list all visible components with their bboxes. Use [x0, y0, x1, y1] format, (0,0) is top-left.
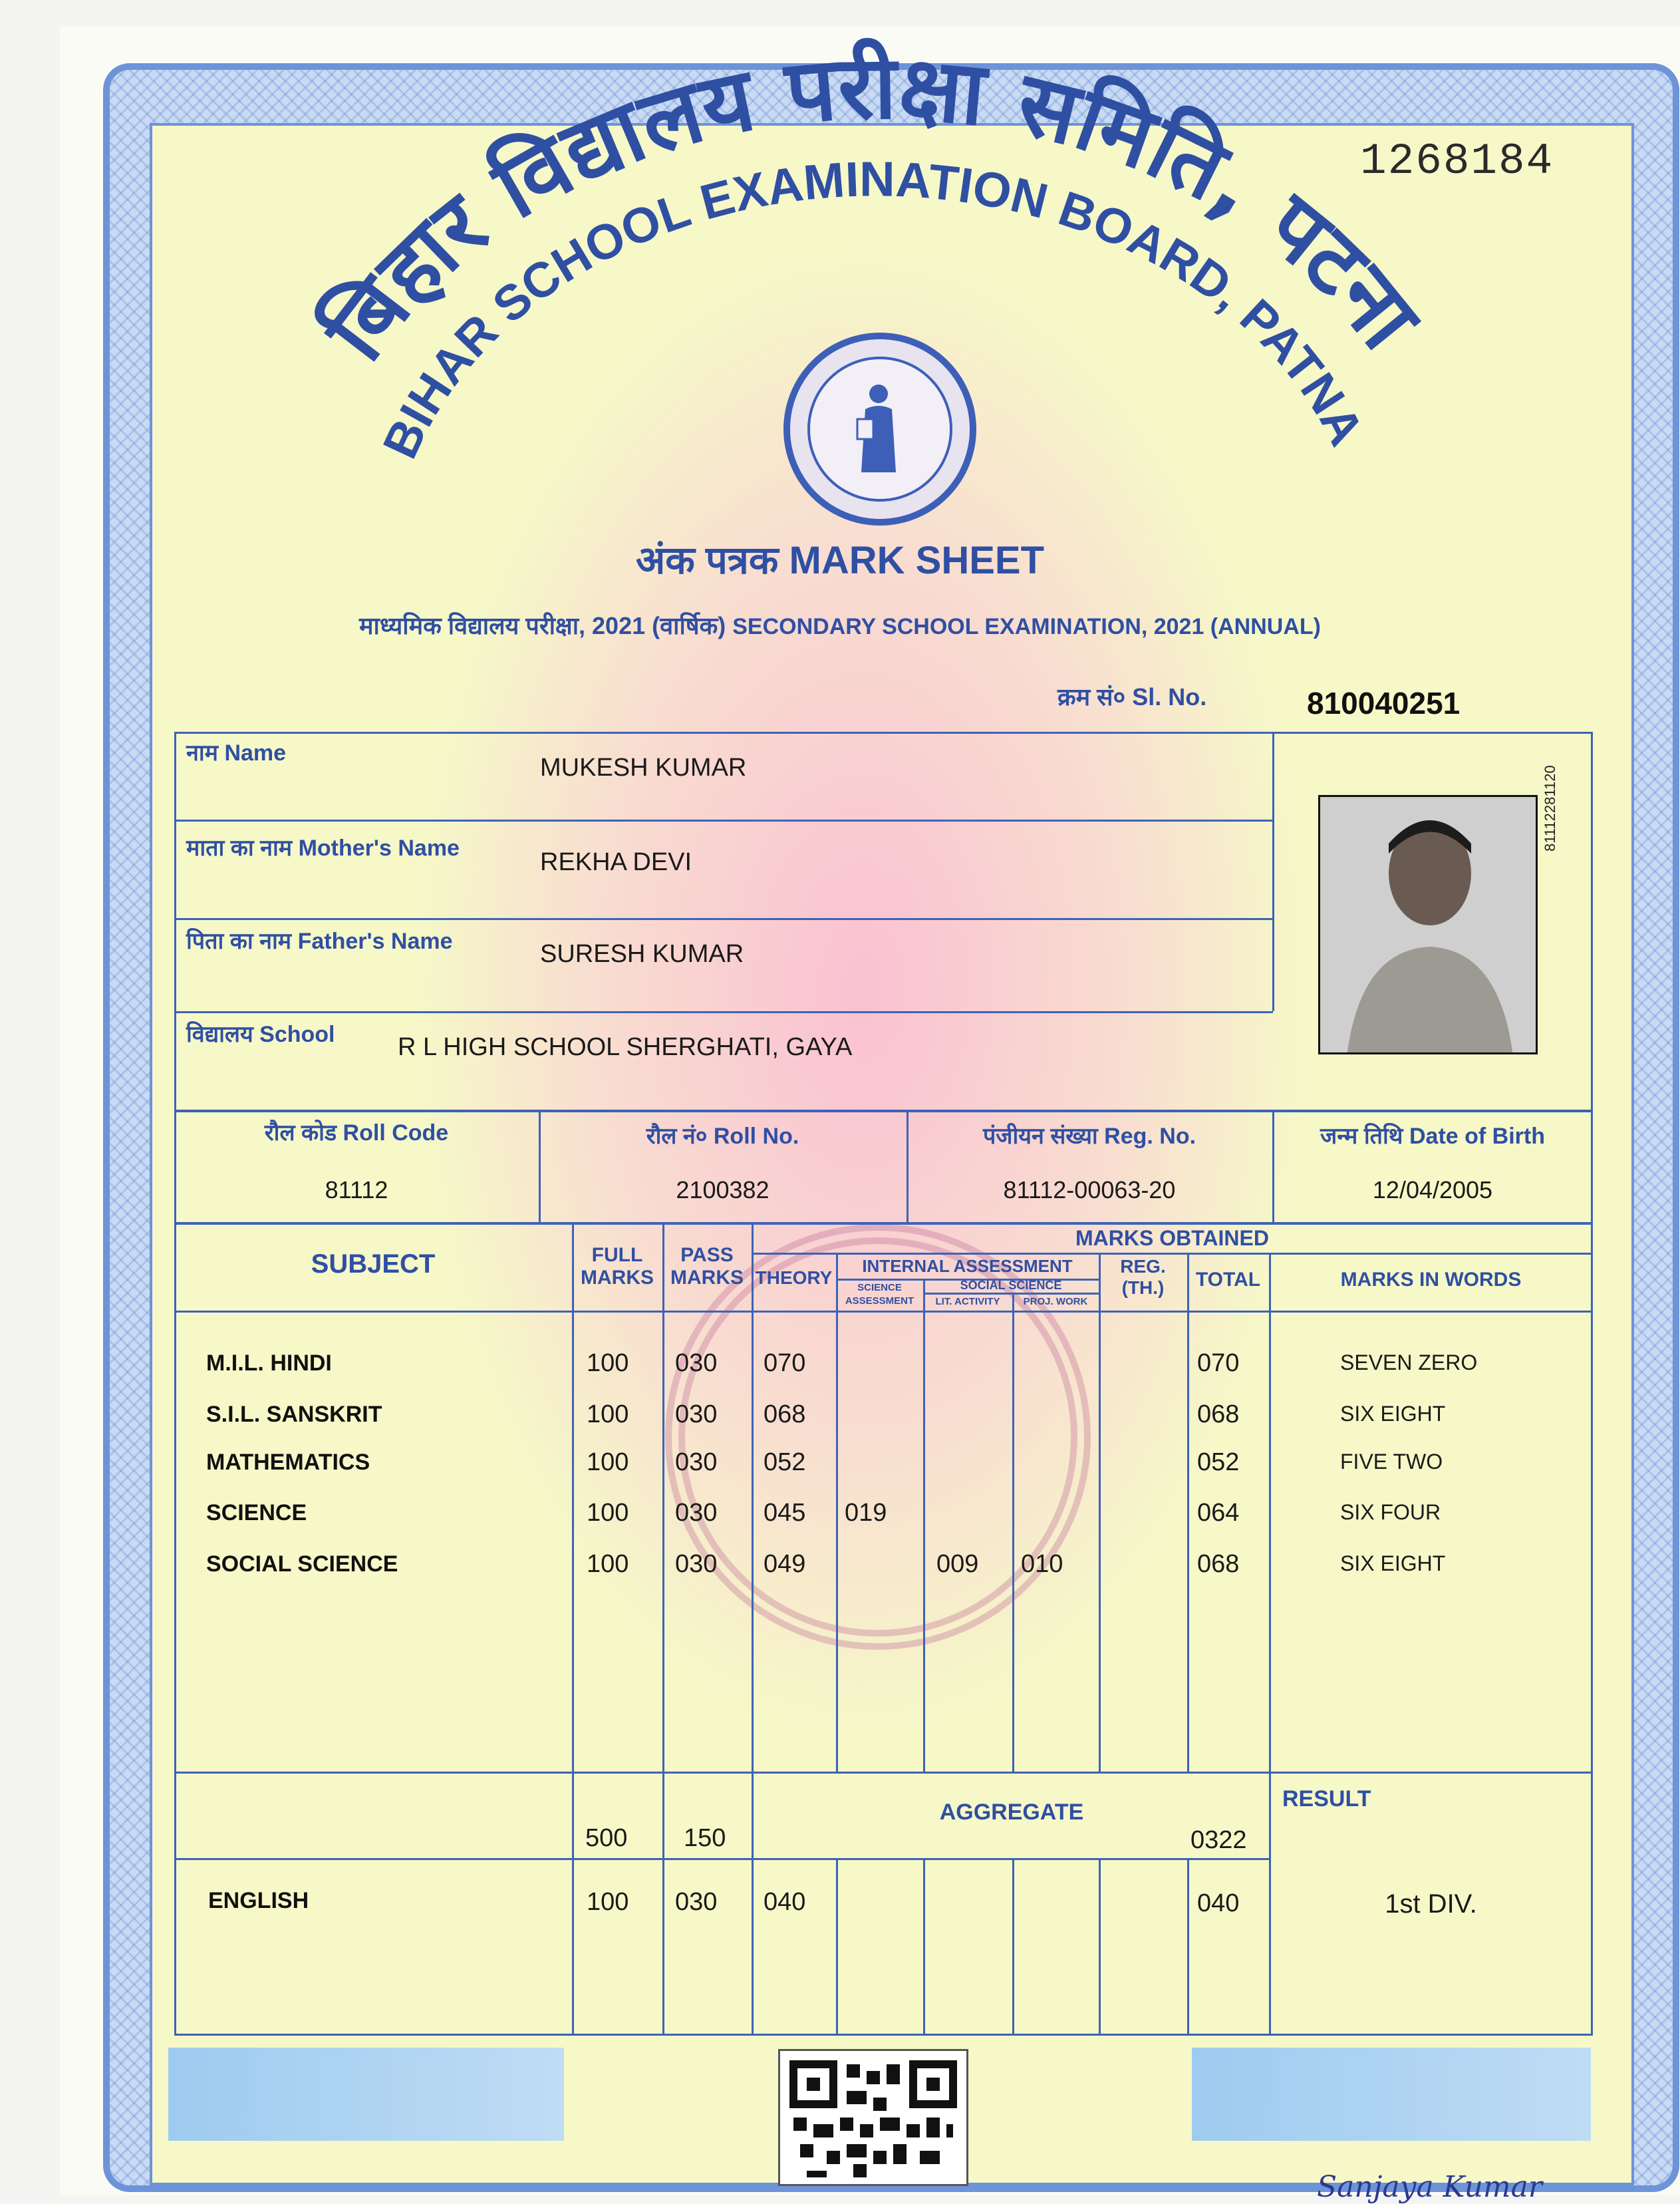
- divider: [174, 918, 1273, 920]
- scholar-figure-icon: [852, 379, 905, 479]
- pass-header-l2: MARKS: [670, 1267, 744, 1289]
- english-pass: 030: [675, 1888, 718, 1916]
- marks-in-words: FIVE TWO: [1340, 1450, 1443, 1474]
- subject-pass: 030: [675, 1550, 718, 1578]
- roll-no: 2100382: [676, 1176, 770, 1203]
- col-line: [923, 1281, 925, 1773]
- col-line: [752, 1223, 754, 2036]
- subject-header: SUBJECT: [311, 1249, 436, 1279]
- dob-label: जन्म तिथि Date of Birth: [1320, 1124, 1545, 1149]
- student-photo: [1318, 795, 1538, 1054]
- roll-code-label: रौल कोड Roll Code: [264, 1120, 449, 1146]
- subject-lit: 009: [936, 1550, 979, 1578]
- english-total: 040: [1197, 1889, 1240, 1917]
- aggregate-label: AGGREGATE: [939, 1800, 1084, 1825]
- reg-header-l1: REG.: [1120, 1256, 1166, 1277]
- aggregate-total: 0322: [1190, 1826, 1247, 1854]
- science-assessment-header: [836, 1281, 923, 1308]
- sci-header-l1: SCIENCE: [857, 1282, 902, 1293]
- col-line: [572, 1223, 574, 2036]
- subject-theory: 052: [764, 1448, 806, 1476]
- marks-in-words-header: MARKS IN WORDS: [1340, 1269, 1522, 1291]
- subject-full: 100: [587, 1400, 629, 1428]
- roll-code: 81112: [325, 1176, 388, 1203]
- board-name-english: BIHAR SCHOOL EXAMINATION BOARD, PATNA: [372, 151, 1375, 466]
- subject-theory: 068: [764, 1400, 806, 1428]
- full-header-l2: MARKS: [581, 1267, 654, 1289]
- english-theory: 040: [764, 1888, 806, 1916]
- col-line: [1187, 1859, 1189, 2036]
- subject-name: SCIENCE: [206, 1500, 307, 1525]
- subject-name: S.I.L. SANSKRIT: [206, 1402, 382, 1427]
- marks-in-words: SIX EIGHT: [1340, 1402, 1446, 1426]
- col-line: [923, 1859, 925, 2036]
- marks-in-words: SEVEN ZERO: [1340, 1350, 1478, 1374]
- subject-name: MATHEMATICS: [206, 1450, 370, 1475]
- result-value: 1st DIV.: [1385, 1889, 1477, 1919]
- school-label: विद्यालय School: [186, 1022, 335, 1047]
- sl-no-label: क्रम सं० Sl. No.: [1057, 683, 1207, 710]
- photo-code: 81112281120: [1542, 765, 1558, 852]
- col-line: [1012, 1294, 1014, 1773]
- student-name: MUKESH KUMAR: [540, 754, 747, 782]
- col-line: [836, 1859, 838, 2036]
- subject-full: 100: [587, 1499, 629, 1527]
- full-header-l1: FULL: [591, 1244, 643, 1266]
- lit-activity-header: LIT. ACTIVITY: [935, 1296, 1000, 1307]
- theory-header: THEORY: [755, 1267, 833, 1288]
- exam-title-english: SECONDARY SCHOOL EXAMINATION, 2021 (ANNUAL): [732, 614, 1321, 639]
- pass-header-l1: PASS: [680, 1244, 734, 1266]
- subject-theory: 045: [764, 1499, 806, 1527]
- photo-divider: [1272, 732, 1274, 1011]
- person-silhouette-icon: [1320, 797, 1538, 1054]
- board-name-hindi: बिहार विद्यालय परीक्षा समिति, पटना: [305, 36, 1439, 379]
- blue-strip-left: [168, 2048, 564, 2141]
- subject-full: 100: [587, 1550, 629, 1578]
- reg-no-label: पंजीयन संख्या Reg. No.: [982, 1124, 1196, 1149]
- father-name: SURESH KUMAR: [540, 940, 744, 968]
- english-full: 100: [587, 1888, 629, 1916]
- signature: Sanjaya Kumar: [1317, 2170, 1542, 2204]
- father-name-label: पिता का नाम Father's Name: [186, 929, 453, 954]
- social-science-header: SOCIAL SCIENCE: [960, 1279, 1062, 1292]
- subject-theory: 070: [764, 1349, 806, 1377]
- divider: [174, 1311, 1593, 1313]
- divider: [752, 1253, 1593, 1255]
- divider: [923, 1293, 1099, 1295]
- subject-full: 100: [587, 1448, 629, 1476]
- sci-header-l2: ASSESSMENT: [845, 1295, 914, 1307]
- subject-total: 070: [1197, 1349, 1240, 1377]
- subject-pass: 030: [675, 1349, 718, 1377]
- qr-code-icon: [780, 2051, 966, 2184]
- subject-name: SOCIAL SCIENCE: [206, 1551, 398, 1577]
- subject-sci: 019: [845, 1499, 887, 1527]
- mark-sheet-title: अंक पत्रक MARK SHEET: [635, 539, 1045, 582]
- marks-obtained-header: MARKS OBTAINED: [1075, 1226, 1269, 1250]
- sl-no-value: 810040251: [1307, 686, 1461, 720]
- mother-name-label: माता का नाम Mother's Name: [186, 836, 460, 861]
- col-line: [836, 1254, 838, 1773]
- english-subject: ENGLISH: [208, 1888, 309, 1913]
- subject-total: 052: [1197, 1448, 1240, 1476]
- blue-strip-right: [1192, 2048, 1591, 2141]
- aggregate-full: 500: [585, 1824, 628, 1852]
- subject-theory: 049: [764, 1550, 806, 1578]
- subject-proj: 010: [1021, 1550, 1063, 1578]
- qr-code: [778, 2049, 968, 2186]
- subject-pass: 030: [675, 1448, 718, 1476]
- pass-marks-header: [662, 1244, 752, 1289]
- subject-total: 068: [1197, 1400, 1240, 1428]
- col-line: [1099, 1859, 1101, 2036]
- full-marks-header: [572, 1244, 662, 1289]
- col-line: [662, 1223, 664, 2036]
- divider: [174, 1772, 1593, 1774]
- board-seal-logo: [783, 333, 976, 526]
- reg-header-l2: (TH.): [1121, 1277, 1165, 1298]
- marks-in-words: SIX FOUR: [1340, 1500, 1441, 1524]
- internal-assessment-header: INTERNAL ASSESSMENT: [862, 1256, 1073, 1276]
- marks-in-words: SIX EIGHT: [1340, 1551, 1446, 1575]
- reg-th-header: [1099, 1256, 1187, 1299]
- aggregate-pass: 150: [684, 1824, 726, 1852]
- subject-pass: 030: [675, 1400, 718, 1428]
- school-name: R L HIGH SCHOOL SHERGHATI, GAYA: [398, 1033, 853, 1061]
- serial-number: 1268184: [1360, 136, 1554, 186]
- col-line: [1099, 1254, 1101, 1773]
- date-of-birth: 12/04/2005: [1372, 1176, 1493, 1203]
- subject-name: M.I.L. HINDI: [206, 1350, 332, 1376]
- col-line: [1187, 1254, 1189, 1773]
- subject-full: 100: [587, 1349, 629, 1377]
- name-label: नाम Name: [186, 740, 287, 766]
- total-header: TOTAL: [1195, 1269, 1261, 1291]
- roll-no-label: रौल नं० Roll No.: [646, 1124, 799, 1149]
- divider: [174, 820, 1273, 822]
- subject-pass: 030: [675, 1499, 718, 1527]
- exam-title: [0, 609, 1680, 641]
- exam-title-hindi: माध्यमिक विद्यालय परीक्षा, 2021 (वार्षिक): [359, 612, 726, 639]
- subject-total: 068: [1197, 1550, 1240, 1578]
- reg-no: 81112-00063-20: [1003, 1176, 1176, 1203]
- col-line: [1012, 1859, 1014, 2036]
- subject-total: 064: [1197, 1499, 1240, 1527]
- divider: [174, 1858, 1270, 1860]
- divider: [174, 1011, 1273, 1013]
- proj-work-header: PROJ. WORK: [1023, 1296, 1088, 1307]
- result-label: RESULT: [1282, 1786, 1371, 1811]
- mother-name: REKHA DEVI: [540, 848, 692, 876]
